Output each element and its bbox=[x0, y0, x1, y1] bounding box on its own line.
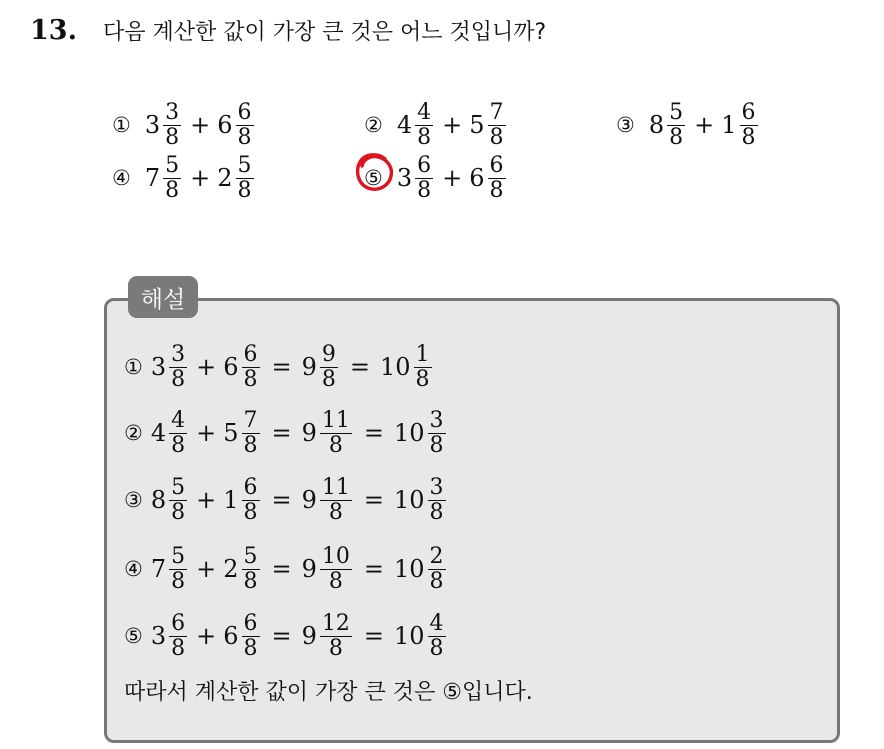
fraction: $\frac{4}{8}$ bbox=[417, 99, 432, 150]
fraction: $\frac{6}{8}$ bbox=[741, 99, 756, 150]
fraction: $\frac{6}{8}$ bbox=[243, 610, 258, 661]
option-number: ④ bbox=[124, 557, 143, 581]
plus-sign: + bbox=[190, 111, 211, 139]
fraction: $\frac{3}{8}$ bbox=[429, 407, 444, 458]
fraction: $\frac{7}{8}$ bbox=[489, 99, 504, 150]
question-header bbox=[30, 10, 546, 50]
fraction: $\frac{6}{8}$ bbox=[417, 152, 432, 203]
fraction: $\frac{5}{8}$ bbox=[171, 543, 186, 594]
fraction: $\frac{3}{8}$ bbox=[429, 474, 444, 525]
option-number: ④ bbox=[112, 166, 131, 190]
question-number: 13. bbox=[30, 14, 77, 46]
option-3[interactable] bbox=[616, 95, 760, 155]
fraction: $\frac{7}{8}$ bbox=[243, 407, 258, 458]
solution-conclusion: 따라서 계산한 값이 가장 큰 것은 ⑤입니다. bbox=[124, 680, 533, 705]
solution-line-2: ② 4 $\frac{4}{8}$ + 5 $\frac{7}{8}$ = 9 $\frac{11}{8}$ = 10 $\frac{3}{8}$ bbox=[124, 407, 444, 458]
fraction: $\frac{4}{8}$ bbox=[171, 407, 186, 458]
fraction: $\frac{11}{8}$ bbox=[321, 474, 350, 525]
option-number: ⑤ bbox=[364, 166, 383, 190]
fraction: $\frac{4}{8}$ bbox=[429, 610, 444, 661]
mixed-number: 6 $\frac{6}{8}$ bbox=[217, 99, 252, 150]
option-number: ② bbox=[124, 421, 143, 445]
mixed-number: 3 $\frac{3}{8}$ bbox=[144, 99, 180, 150]
fraction: $\frac{6}{8}$ bbox=[237, 99, 252, 150]
fraction: $\frac{3}{8}$ bbox=[171, 341, 186, 392]
plus-sign: + bbox=[694, 111, 715, 139]
mixed-number: 4 $\frac{4}{8}$ bbox=[396, 99, 432, 150]
mixed-number: 7 $\frac{5}{8}$ bbox=[144, 152, 180, 203]
option-number: ③ bbox=[124, 488, 143, 512]
solution-line-3: ③ 8 $\frac{5}{8}$ + 1 $\frac{6}{8}$ = 9 $\frac{11}{8}$ = 10 $\frac{3}{8}$ bbox=[124, 474, 444, 525]
option-1[interactable] bbox=[112, 95, 256, 155]
question-text: 다음 계산한 값이 가장 큰 것은 어느 것입니까? bbox=[102, 19, 547, 45]
option-2[interactable] bbox=[364, 95, 508, 155]
fraction: $\frac{6}{8}$ bbox=[489, 152, 504, 203]
fraction: $\frac{3}{8}$ bbox=[165, 99, 180, 150]
mixed-number: 5 $\frac{7}{8}$ bbox=[469, 99, 504, 150]
mixed-number: 1 $\frac{6}{8}$ bbox=[721, 99, 756, 150]
option-number: ② bbox=[364, 113, 383, 137]
plus-sign: + bbox=[442, 111, 463, 139]
fraction: $\frac{5}{8}$ bbox=[243, 543, 258, 594]
mixed-number: 6 $\frac{6}{8}$ bbox=[469, 152, 504, 203]
solution-line-1: ① 3 $\frac{3}{8}$ + 6 $\frac{6}{8}$ = 9 $\frac{9}{8}$ = 10 $\frac{1}{8}$ bbox=[124, 341, 430, 392]
plus-sign: + bbox=[190, 164, 211, 192]
fraction: $\frac{5}{8}$ bbox=[171, 474, 186, 525]
option-5[interactable] bbox=[364, 148, 508, 208]
fraction: $\frac{6}{8}$ bbox=[243, 474, 258, 525]
solution-line-5: ⑤ 3 $\frac{6}{8}$ + 6 $\frac{6}{8}$ = 9 $\frac{12}{8}$ = 10 $\frac{4}{8}$ bbox=[124, 610, 444, 661]
fraction: $\frac{5}{8}$ bbox=[165, 152, 180, 203]
mixed-number: 8 $\frac{5}{8}$ bbox=[648, 99, 684, 150]
solution-line-4: ④ 7 $\frac{5}{8}$ + 2 $\frac{5}{8}$ = 9 $\frac{10}{8}$ = 10 $\frac{2}{8}$ bbox=[124, 543, 444, 594]
option-number: ① bbox=[124, 355, 143, 379]
fraction: $\frac{12}{8}$ bbox=[321, 610, 350, 661]
fraction: $\frac{2}{8}$ bbox=[429, 543, 444, 594]
mixed-number: 2 $\frac{5}{8}$ bbox=[217, 152, 252, 203]
option-number: ⑤ bbox=[124, 624, 143, 648]
mixed-number: 3 $\frac{6}{8}$ bbox=[396, 152, 432, 203]
option-number: ① bbox=[112, 113, 131, 137]
plus-sign: + bbox=[442, 164, 463, 192]
option-number: ③ bbox=[616, 113, 635, 137]
fraction: $\frac{6}{8}$ bbox=[243, 341, 258, 392]
fraction: $\frac{5}{8}$ bbox=[669, 99, 684, 150]
option-4[interactable] bbox=[112, 148, 256, 208]
fraction: $\frac{11}{8}$ bbox=[321, 407, 350, 458]
solution-label: 해설 bbox=[128, 276, 198, 318]
fraction: $\frac{6}{8}$ bbox=[171, 610, 186, 661]
fraction: $\frac{1}{8}$ bbox=[415, 341, 430, 392]
fraction: $\frac{10}{8}$ bbox=[321, 543, 350, 594]
fraction: $\frac{9}{8}$ bbox=[321, 341, 336, 392]
fraction: $\frac{5}{8}$ bbox=[237, 152, 252, 203]
